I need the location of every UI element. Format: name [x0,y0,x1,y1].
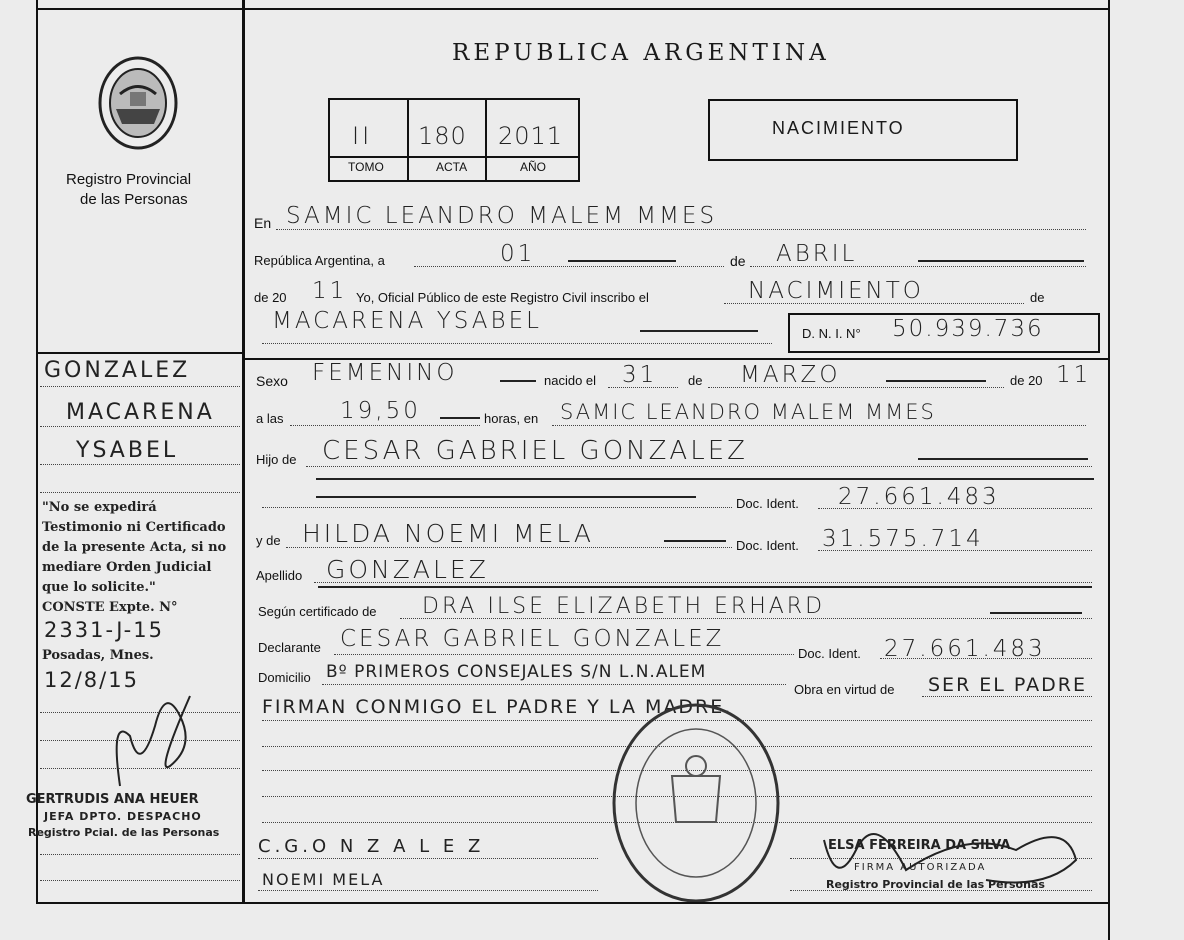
country-title: REPUBLICA ARGENTINA [452,40,830,66]
label-sexo: Sexo [256,373,288,389]
acta-label: ACTA [436,160,468,174]
label-apellido: Apellido [256,568,303,583]
province-seal-icon [96,54,180,152]
label-doc-madre: Doc. Ident. [736,538,799,553]
value-nac-mes: MARZO [740,362,841,388]
signature-padre: C.G.O N Z A L E Z [258,836,485,857]
value-obra: SER EL PADRE [928,674,1088,696]
anio-label: AÑO [520,160,547,174]
right-edge-line [1108,0,1110,940]
label-de-mes: de [688,373,703,388]
value-mes: ABRIL [776,241,858,267]
record-type: NACIMIENTO [772,118,905,138]
margin-note-4: mediare Orden Judicial [42,560,212,575]
value-apellido: GONZALEZ [326,555,489,584]
label-declarante: Declarante [258,640,321,655]
officer-name: ELSA FERREIRA DA SILVA [828,838,1011,853]
margin-nombre1: MACARENA [66,400,215,425]
value-madre-doc: 31.575.714 [822,526,984,552]
label-yde: y de [256,533,281,548]
margin-note-5: que lo solicite." [42,580,156,595]
value-lugar: SAMIC LEANDRO MALEM MMES [286,203,718,229]
label-doc-padre: Doc. Ident. [736,496,799,511]
registry-name-line2: de las Personas [80,191,188,208]
label-de: de [730,253,746,269]
label-nacido: nacido el [544,373,597,388]
label-horas: horas, en [484,411,539,426]
label-de20: de 20 [254,290,287,305]
label-de-end: de [1030,290,1045,305]
value-acto: NACIMIENTO [748,278,924,304]
value-nac-anio: 11 [1056,362,1092,388]
registry-stamp-icon [608,700,784,906]
margin-lugar: Posadas, Mnes. [42,648,154,663]
margin-note-6: CONSTE Expte. N° [42,600,178,615]
margin-expte: 2331-J-15 [44,618,164,642]
label-en: En [254,215,272,231]
acta-value: 180 [418,122,467,150]
tomo-value: II [352,122,373,150]
margin-registro: Registro Pcial. de las Personas [28,826,220,839]
signature-madre: NOEMI MELA [262,870,385,889]
value-hora: 19,50 [340,398,421,424]
value-lugar-nac: SAMIC LEANDRO MALEM MMES [560,400,936,424]
value-sexo: FEMENINO [312,360,458,386]
label-obra: Obra en virtud de [794,682,895,697]
label-dni: D. N. I. N° [802,326,861,341]
officer-registry: Registro Provincial de las Personas [826,878,1045,891]
margin-nombre2: YSABEL [76,438,179,463]
label-de20b: de 20 [1010,373,1043,388]
value-dni: 50.939.736 [892,316,1044,342]
tomo-label: TOMO [348,160,384,174]
value-padre: CESAR GABRIEL GONZALEZ [322,436,748,466]
margin-note-2: Testimonio ni Certificado [42,520,226,535]
label-republica: República Argentina, a [254,253,385,268]
margin-cargo: JEFA DPTO. DESPACHO [44,810,202,823]
label-alas: a las [256,411,284,426]
label-inscribo: Yo, Oficial Público de este Registro Civil inscribo el [356,290,649,305]
value-nombre: MACARENA YSABEL [272,308,542,334]
left-margin-line [36,0,38,902]
value-certificado: DRA ILSE ELIZABETH ERHARD [422,594,826,619]
officer-signature-icon [816,810,1096,900]
officer-title: FIRMA AUTORIZADA [854,862,987,873]
label-doc-declarante: Doc. Ident. [798,646,861,661]
margin-divider-line [242,0,245,902]
margin-fecha: 12/8/15 [44,668,139,692]
margin-note-3: de la presente Acta, si no [42,540,227,555]
margin-firmante: GERTRUDIS ANA HEUER [26,792,199,807]
value-anio-registro: 11 [312,278,348,304]
label-segun: Según certificado de [258,604,377,619]
label-domicilio: Domicilio [258,670,311,685]
value-declarante-doc: 27.661.483 [884,636,1046,662]
value-observaciones: FIRMAN CONMIGO EL PADRE Y LA MADRE. [262,696,733,718]
top-line [36,8,1108,10]
value-declarante: CESAR GABRIEL GONZALEZ [340,626,725,652]
value-domicilio: Bº PRIMEROS CONSEJALES S/N L.N.ALEM [326,662,707,682]
value-dia: 01 [500,241,536,267]
margin-apellido: GONZALEZ [44,358,191,383]
value-nac-dia: 31 [622,362,658,388]
registry-name-line1: Registro Provincial [66,171,192,188]
margin-signature-icon [100,676,210,796]
value-padre-doc: 27.661.483 [838,484,1000,510]
anio-value: 2011 [498,122,564,150]
label-hijo: Hijo de [256,452,297,467]
value-madre: HILDA NOEMI MELA [302,519,594,548]
margin-note-1: "No se expedirá [42,500,157,515]
